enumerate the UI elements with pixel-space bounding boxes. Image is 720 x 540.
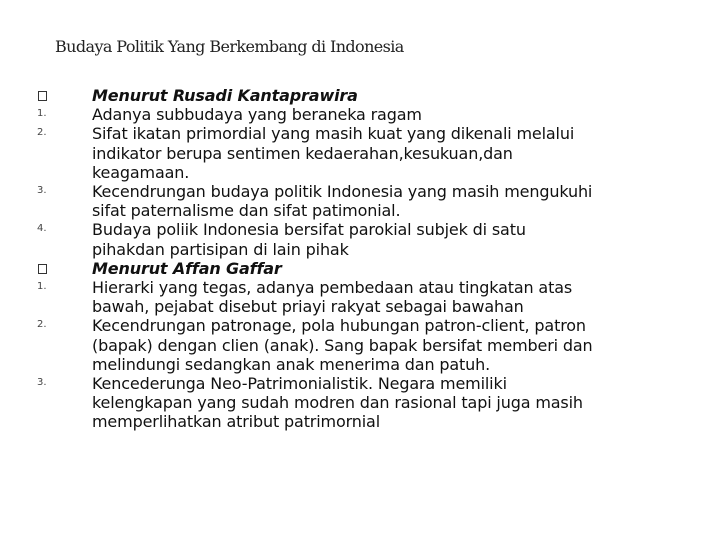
- list-item-text: Adanya subbudaya yang beraneka ragam: [92, 105, 422, 125]
- list-number: 2.: [37, 319, 47, 331]
- list-number: 2.: [37, 127, 47, 139]
- list-number: 3.: [37, 185, 47, 197]
- list-item-text: Kecendrungan patronage, pola hubungan patron-client, patron (bapak) dengan clien (anak). Sang bapak bersifat memberi dan melindungi sedangkan anak menerima dan patuh.: [92, 316, 593, 374]
- list-item-text: Hierarki yang tegas, adanya pembedaan atau tingkatan atas bawah, pejabat disebut priayi rakyat sebagai bawahan: [92, 278, 573, 317]
- list-number: 4.: [37, 223, 47, 235]
- list-item-text: Budaya poliik Indonesia bersifat parokial subjek di satu pihakdan partisipan di lain pihak: [92, 220, 526, 259]
- list-item: [0, 124, 720, 182]
- list-number: 1.: [37, 108, 47, 120]
- list-item: [0, 105, 720, 124]
- list-item: [0, 182, 720, 220]
- list-item-text: Kecendrungan budaya politik Indonesia yang masih mengukuhi sifat paternalisme dan sifat patimonial.: [92, 182, 593, 221]
- list-item: [0, 220, 720, 258]
- slide-title: Budaya Politik Yang Berkembang di Indonesia: [55, 37, 404, 56]
- list-item: [0, 278, 720, 316]
- slide-content: [0, 86, 720, 432]
- list-item-text: Kencederunga Neo-Patrimonialistik. Negara memiliki kelengkapan yang sudah modren dan rasional tapi juga masih memperlihatkan atribut patrimornial: [92, 374, 583, 432]
- checkbox-bullet-icon: [38, 91, 47, 101]
- list-item-text: Sifat ikatan primordial yang masih kuat yang dikenali melalui indikator berupa sentimen kedaerahan,kesukuan,dan keagamaan.: [92, 124, 575, 182]
- section-heading: [0, 86, 720, 105]
- list-number: 1.: [37, 281, 47, 293]
- section-heading-text: Menurut Rusadi Kantaprawira: [92, 86, 358, 105]
- list-item: [0, 316, 720, 374]
- list-item: [0, 374, 720, 432]
- list-number: 3.: [37, 377, 47, 389]
- checkbox-bullet-icon: [38, 264, 47, 274]
- section-heading: [0, 259, 720, 278]
- section-heading-text: Menurut Affan Gaffar: [92, 258, 282, 278]
